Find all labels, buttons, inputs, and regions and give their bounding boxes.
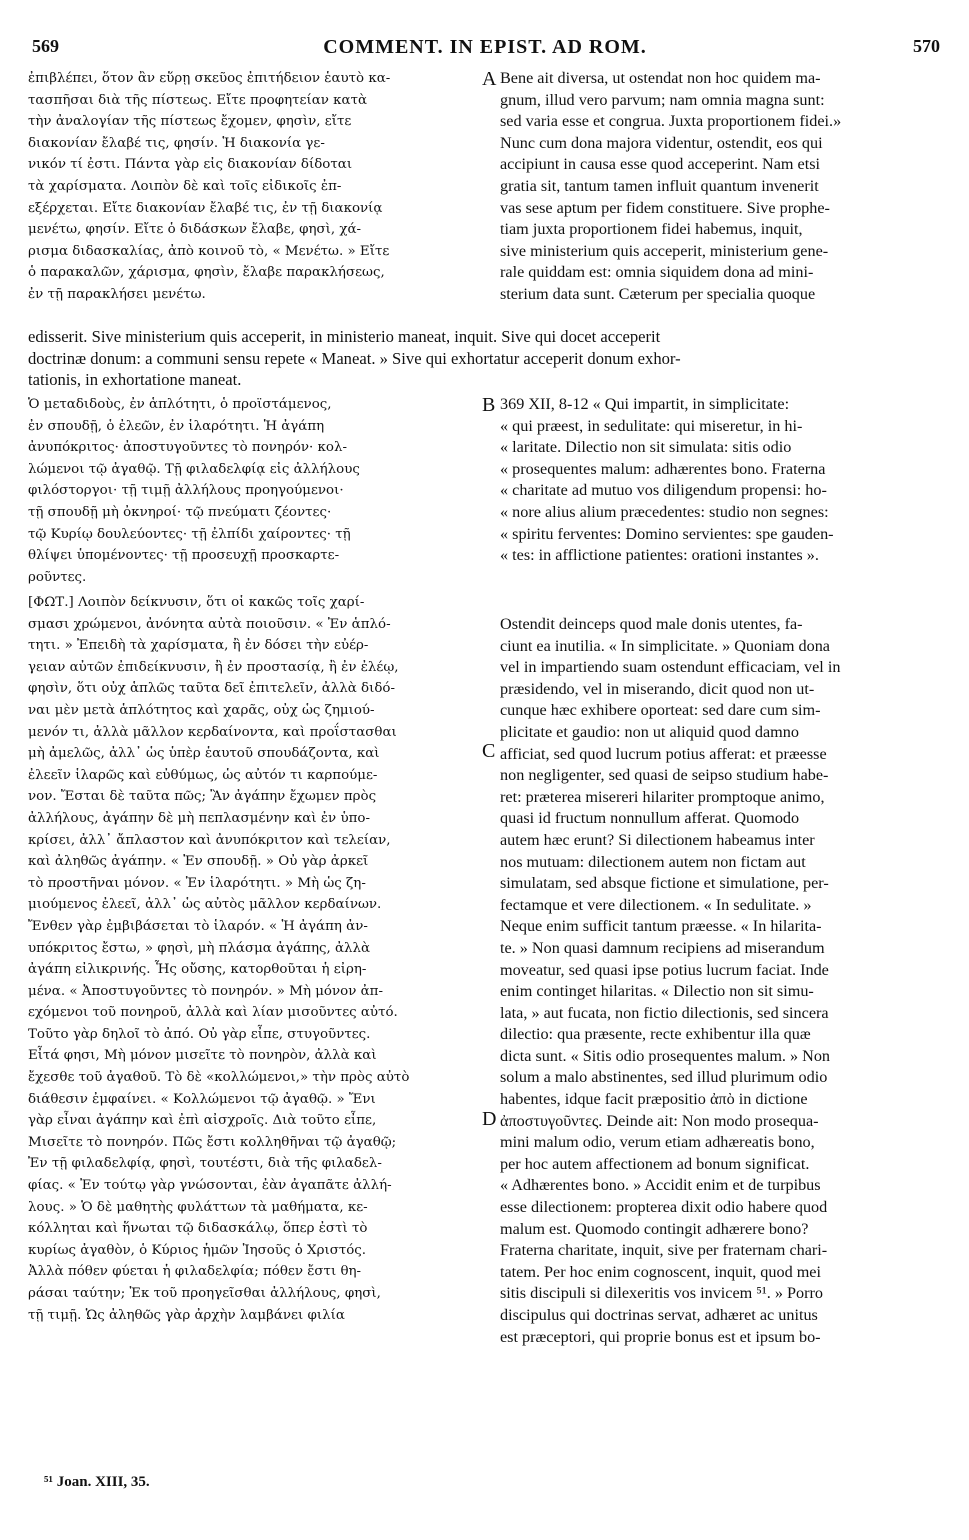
text-line: ἐπιβλέπει, ὅτον ἂν εὕρῃ σκεῦος ἐπιτήδειον ἑαυτὸ κα-	[28, 71, 391, 86]
page-number-left: 569	[32, 36, 59, 56]
text-line: « Adhærentes bono. » Accidit enim et de turpibus	[500, 1176, 821, 1195]
text-line: rale quiddam est: omnia siquidem dona ad mini-	[500, 263, 814, 282]
greek-column-top	[28, 68, 484, 306]
text-line: φιλόστοργοι· τῇ τιμῇ ἀλλήλους προηγούμενοι·	[28, 483, 344, 499]
text-line: non negligenter, sed quasi de seipso studium habe-	[500, 766, 829, 785]
text-line: edisserit. Sive ministerium quis acceperit, in ministerio maneat, inquit. Sive qui docet acceperit	[28, 327, 661, 346]
text-line: Bene ait diversa, ut ostendat non hoc quidem ma-	[500, 69, 821, 87]
text-line: ράσαι ταύτην; Ἐκ τοῦ προηγεῖσθαι ἀλλήλους, φησὶ,	[28, 1286, 381, 1301]
greek-column-commentary	[28, 592, 484, 1326]
text-line: εξέρχεται. Εἴτε διακονίαν ἔλαβέ τις, ἐν τῇ διακονίᾳ	[28, 200, 383, 216]
text-line: ἀνυπόκριτος· ἀποστυγοῦντες τὸ πονηρόν· κολ-	[28, 440, 347, 456]
text-line: doctrinæ donum: a communi sensu repete « Maneat. » Sive qui exhortatur acceperit donum exhor-	[28, 348, 681, 368]
text-line: « spiritu ferventes: Domino servientes: spe gauden-	[500, 524, 834, 543]
running-header	[30, 36, 940, 62]
text-line: est præceptori, qui proprie bonus est et ipsum bo-	[500, 1327, 821, 1346]
text-line: sed varia esse et congrua. Juxta proportionem fidei.»	[500, 112, 842, 131]
text-line: Ὁ μεταδιδοὺς, ἐν ἁπλότητι, ὁ προϊστάμενος,	[28, 397, 332, 412]
text-line: ἐλεεῖν ἱλαρῶς καὶ εὐθύμως, ὡς αὐτόν τι καρπούμε-	[28, 767, 378, 783]
text-line: gratia sit, tantum tamen influit quantum invenerit	[500, 176, 819, 195]
full-width-text	[28, 326, 940, 391]
text-line: 369 XII, 8-12 « Qui impartit, in simplicitate:	[500, 395, 790, 413]
text-line: ἀποστυγοῦντες. Deinde ait: Non modo prosequa-	[500, 1111, 819, 1130]
text-line: ἔχεσθε τοῦ ἀγαθοῦ. Τὸ δὲ «κολλώμενοι,» τὴν πρὸς αὐτὸ	[28, 1070, 410, 1086]
margin-marker-d: D	[482, 1108, 497, 1130]
text-line: τῇ τιμῇ. Ὡς ἀληθῶς γὰρ ἀρχὴν λαμβάνει φιλία	[28, 1307, 345, 1323]
text-line: τασπῆσαι διὰ τῆς πίστεως. Εἴτε προφητείαν κατὰ	[28, 92, 368, 108]
text-line: διάθεσιν ἐμφαίνει. « Κολλώμενοι τῷ ἀγαθῷ. » Ἔνι	[28, 1091, 376, 1107]
text-line: « nore alius alium præcedentes: studio non segnes:	[500, 502, 829, 521]
text-line: tiam juxta proportionem fidei habemus, inquit,	[500, 220, 803, 239]
text-line: vas sese aptum per fidem constituere. Sive prophe-	[500, 198, 830, 217]
text-line: νον. Ἔσται δὲ ταῦτα πῶς; Ἂν ἀγάπην ἔχωμεν πρὸς	[28, 789, 377, 805]
text-line: ἀγάπη εἰλικρινής. Ἧς οὔσης, κατορθοῦται ἡ εἰρη-	[28, 962, 367, 978]
text-line: lata, » aut fucata, non fictio dilectionis, sed sincera	[500, 1003, 829, 1022]
text-line: nos mutuam: dilectionem autem non fictam aut	[500, 852, 806, 871]
running-title: COMMENT. IN EPIST. AD ROM.	[323, 36, 647, 58]
text-line: cunque hæc exhibere oporteat: sed dare cum sim-	[500, 701, 821, 720]
text-line: γὰρ εἶναι ἀγάπην καὶ ἐπὶ αἰσχροῖς. Διὰ τοῦτο εἶπε,	[28, 1113, 377, 1129]
text-line: Μισεῖτε τὸ πονηρόν. Πῶς ἔστι κολληθῆναι τῷ ἀγαθῷ;	[28, 1134, 397, 1150]
text-line: θλίψει ὑπομένοντες· τῇ προσευχῇ προσκαρτε-	[28, 548, 340, 564]
latin-column-commentary	[500, 614, 940, 1348]
text-line: υπόκριτος ἔστω, » φησὶ, μὴ πλάσμα ἀγάπης, ἀλλὰ	[28, 940, 371, 956]
text-line: τῇ σπουδῇ μὴ ὀκνηροί· τῷ πνεύματι ζέοντες·	[28, 504, 332, 520]
text-line: φησὶν, ὅτι οὐχ ἁπλῶς ταῦτα δεῖ ἐπιτελεῖν, ἀλλὰ διδό-	[28, 681, 395, 697]
text-line: τὴν ἀναλογίαν τῆς πίστεως ἔχομεν, φησὶν, εἴτε	[28, 114, 352, 130]
text-line: τῷ Κυρίῳ δουλεύοντες· τῇ ἐλπίδι χαίροντες· τῇ	[28, 526, 351, 542]
text-line: sterium data sunt. Cæterum per specialia quoque	[500, 284, 816, 303]
text-line: sitis discipuli si dilexeritis vos invicem ⁵¹. » Porro	[500, 1284, 823, 1303]
footnote: ⁵¹ Joan. XIII, 35.	[44, 1474, 150, 1490]
text-line: plicitate et gaudio: non ut aliquid quod damno	[500, 722, 799, 741]
text-line: γειαν αὐτῶν ἐπιδείκνυσιν, ἢ ἐν προστασίᾳ, ἢ ἐν ἐλέῳ,	[28, 659, 399, 675]
text-line: κυρίως ἀγαθὸν, ὁ Κύριος ἡμῶν Ἰησοῦς ὁ Χριστός.	[28, 1242, 367, 1258]
latin-column-top	[500, 68, 940, 306]
text-line: sive ministerium quis acceperit, ministerium gene-	[500, 241, 829, 260]
text-line: « tes: in afflictione patientes: orationi instantes ».	[500, 546, 819, 565]
text-line: moveatur, sed quasi ipse potius lucrum faciat. Inde	[500, 960, 829, 979]
text-line: enim continget hilaritas. « Dilectio non sit simu-	[500, 982, 814, 1001]
text-line: σμασι χρώμενοι, ἀνόνητα αὐτὰ ποιοῦσιν. « Ἐν ἁπλό-	[28, 616, 391, 632]
text-line: ret: præterea misereri hilariter promptoque animo,	[500, 787, 825, 806]
text-line: te. » Non quasi damnum recipiens ad miserandum	[500, 938, 825, 957]
text-line: Ἐν τῇ φιλαδελφίᾳ, φησὶ, τουτέστι, διὰ τῆς φιλαδελ-	[28, 1156, 382, 1172]
text-line: gnum, illud vero parvum; nam omnia magna sunt:	[500, 90, 825, 109]
page-number-right: 570	[913, 36, 940, 56]
text-line: τὰ χαρίσματα. Λοιπὸν δὲ καὶ τοῖς εἰδικοῖς ἐπ-	[28, 178, 342, 194]
text-line: dicta sunt. « Sitis odio prosequentes malum. » Non	[500, 1046, 831, 1065]
text-line: εχόμενοι τοῦ πονηροῦ, ἀλλὰ καὶ λίαν μισοῦντες αὐτό.	[28, 1005, 398, 1021]
text-line: Ἔνθεν γὰρ ἐμβιβάσεται τὸ ἱλαρόν. « Ἡ ἀγάπη ἀν-	[28, 918, 368, 934]
text-line: Ἀλλὰ πόθεν φύεται ἡ φιλαδελφία; πόθεν ἔστι θη-	[28, 1264, 362, 1280]
text-line: κόλληται καὶ ἥνωται τῷ διδασκάλῳ, ὅπερ ἐστὶ τὸ	[28, 1221, 368, 1237]
margin-marker-b: B	[482, 394, 496, 416]
text-line: διακονίαν ἔλαβέ τις, φησίν. Ἡ διακονία γε-	[28, 135, 325, 151]
text-line: tationis, in exhortatione maneat.	[28, 370, 242, 390]
text-line: τὸ προστῆναι μόνον. « Ἐν ἱλαρότητι. » Μὴ ὡς ζη-	[28, 875, 366, 891]
text-line: λώμενοι τῷ ἀγαθῷ. Τῇ φιλαδελφίᾳ εἰς ἀλλήλους	[28, 461, 360, 477]
text-line: malum est. Quomodo contingit adhærere bono?	[500, 1219, 809, 1238]
text-line: simulatam, sed absque fictione et simulatione, per-	[500, 874, 829, 893]
text-line: μένα. « Ἀποστυγοῦντες τὸ πονηρόν. » Μὴ μόνον ἀπ-	[28, 983, 383, 999]
text-line: Neque enim sufficit tantum præesse. « In hilarita-	[500, 917, 822, 936]
text-line: ναι μὲν μετὰ ἁπλότητος καὶ χαρᾶς, οὐχ ὡς ζημιού-	[28, 702, 375, 718]
text-line: μενόν τι, ἀλλὰ μᾶλλον κερδαίνοντα, καὶ προΐστασθαι	[28, 724, 397, 740]
text-line: solum a malo abstinentes, sed illud plurimum odio	[500, 1068, 828, 1087]
text-line: præsidendo, vel in miserando, dicit quod non ut-	[500, 679, 815, 698]
text-line: λους. » Ὁ δὲ μαθητὴς φυλάττων τὰ μαθήματα, κε-	[28, 1199, 368, 1215]
text-line: mini malum odio, verum etiam adhæreatis bono,	[500, 1133, 815, 1152]
text-line: accipiunt in causa esse quod acceperint. Nam etsi	[500, 155, 821, 174]
text-line: dilectio: qua præsente, recte exhibentur illa quæ	[500, 1025, 811, 1044]
text-line: κρίσει, ἀλλ᾽ ἄπλαστον καὶ ἀνυπόκριτον καὶ τελείαν,	[28, 832, 391, 848]
text-line: « laritate. Dilectio non sit simulata: sitis odio	[500, 438, 792, 457]
text-line: ὁ παρακαλῶν, χάρισμα, φησὶν, ἔλαβε παρακλήσεως,	[28, 265, 385, 281]
text-line: vel in impartiendo suam ostendunt efficaciam, vel in	[500, 658, 841, 677]
text-line: « qui præest, in sedulitate: qui miseretur, in hi-	[500, 416, 803, 435]
text-line: « prosequentes malum: adhærentes bono. Fraterna	[500, 459, 826, 478]
latin-column-verse	[500, 394, 940, 567]
text-line: ροῦντες.	[28, 569, 87, 585]
text-line: νικόν τί ἐστι. Πάντα γὰρ εἰς διακονίαν δίδοται	[28, 157, 353, 173]
text-line: ἐν τῇ παρακλήσει μενέτω.	[28, 286, 206, 302]
text-line: per hoc autem affectionem ad bonum significat.	[500, 1154, 810, 1173]
text-line: ciunt ea inutilia. « In simplicitate. » Quoniam dona	[500, 636, 830, 655]
text-line: μενέτω, φησίν. Εἴτε ὁ διδάσκων ἔλαβε, φησὶ, χά-	[28, 222, 362, 238]
text-line: Fraterna charitate, inquit, sive per fraternam chari-	[500, 1241, 828, 1260]
text-line: φίας. « Ἐν τούτῳ γὰρ γνώσονται, ἐὰν ἀγαπᾶτε ἀλλή-	[28, 1178, 392, 1194]
text-line: Nunc cum dona majora videntur, ostendit, eos qui	[500, 133, 823, 152]
text-line: ἐν σπουδῇ, ὁ ἐλεῶν, ἐν ἱλαρότητι. Ἡ ἀγάπη	[28, 418, 325, 434]
text-line: fectamque et vere dilectionem. « In sedulitate. »	[500, 895, 812, 914]
margin-marker-a: A	[482, 68, 497, 90]
text-line: habentes, idque facit præpositio ἀπὸ in dictione	[500, 1090, 808, 1109]
text-line: μὴ ἀμελῶς, ἀλλ᾽ ὡς ὑπὲρ ἑαυτοῦ σπουδάζοντα, καὶ	[28, 746, 380, 762]
text-line: Εἶτά φησι, Μὴ μόνον μισεῖτε τὸ πονηρὸν, ἀλλὰ καὶ	[28, 1048, 377, 1064]
text-line: καὶ ἀληθῶς ἀγάπην. « Ἐν σπουδῇ. » Οὐ γὰρ ἀρκεῖ	[28, 854, 369, 870]
text-line: ρισμα διδασκαλίας, ἀπὸ κοινοῦ τὸ, « Μενέτω. » Εἴτε	[28, 243, 390, 259]
text-line: Τοῦτο γὰρ δηλοῖ τὸ ἀπό. Οὐ γὰρ εἶπε, στυγοῦντες.	[28, 1026, 371, 1042]
text-line: ἀλλήλους, ἀγάπην δὲ μὴ πεπλασμένην καὶ ἐν ὑπο-	[28, 810, 370, 826]
text-line: esse dilectionem: propterea dixit odio habere quod	[500, 1198, 828, 1217]
text-line: quasi id fructum nonnullum afferat. Quomodo	[500, 809, 800, 828]
greek-column-verse	[28, 394, 484, 588]
text-line: afficiat, sed quod lucrum potius afferat: et præesse	[500, 744, 827, 763]
text-line: discipulus qui doctrinas servat, adhæret ac unitus	[500, 1306, 818, 1324]
text-line: autem hæc erunt? Si dilectionem habeamus inter	[500, 830, 815, 849]
text-line: μιούμενος ἐλεεῖ, ἀλλ᾽ ὡς αὐτὸς μᾶλλον κερδαίνων.	[28, 897, 382, 913]
text-line: τητι. » Ἐπειδὴ τὰ χαρίσματα, ἢ ἐν δόσει τὴν εὐέρ-	[28, 638, 369, 654]
text-line: [ΦΩΤ.] Λοιπὸν δείκνυσιν, ὅτι οἱ κακῶς τοῖς χαρί-	[28, 595, 365, 610]
text-line: « charitate ad mutuo vos diligendum propensi: ho-	[500, 481, 827, 500]
text-line: Ostendit deinceps quod male donis utentes, fa-	[500, 615, 803, 633]
text-line: tatem. Per hoc enim cognoscent, inquit, quod mei	[500, 1262, 821, 1281]
margin-marker-c: C	[482, 740, 496, 762]
